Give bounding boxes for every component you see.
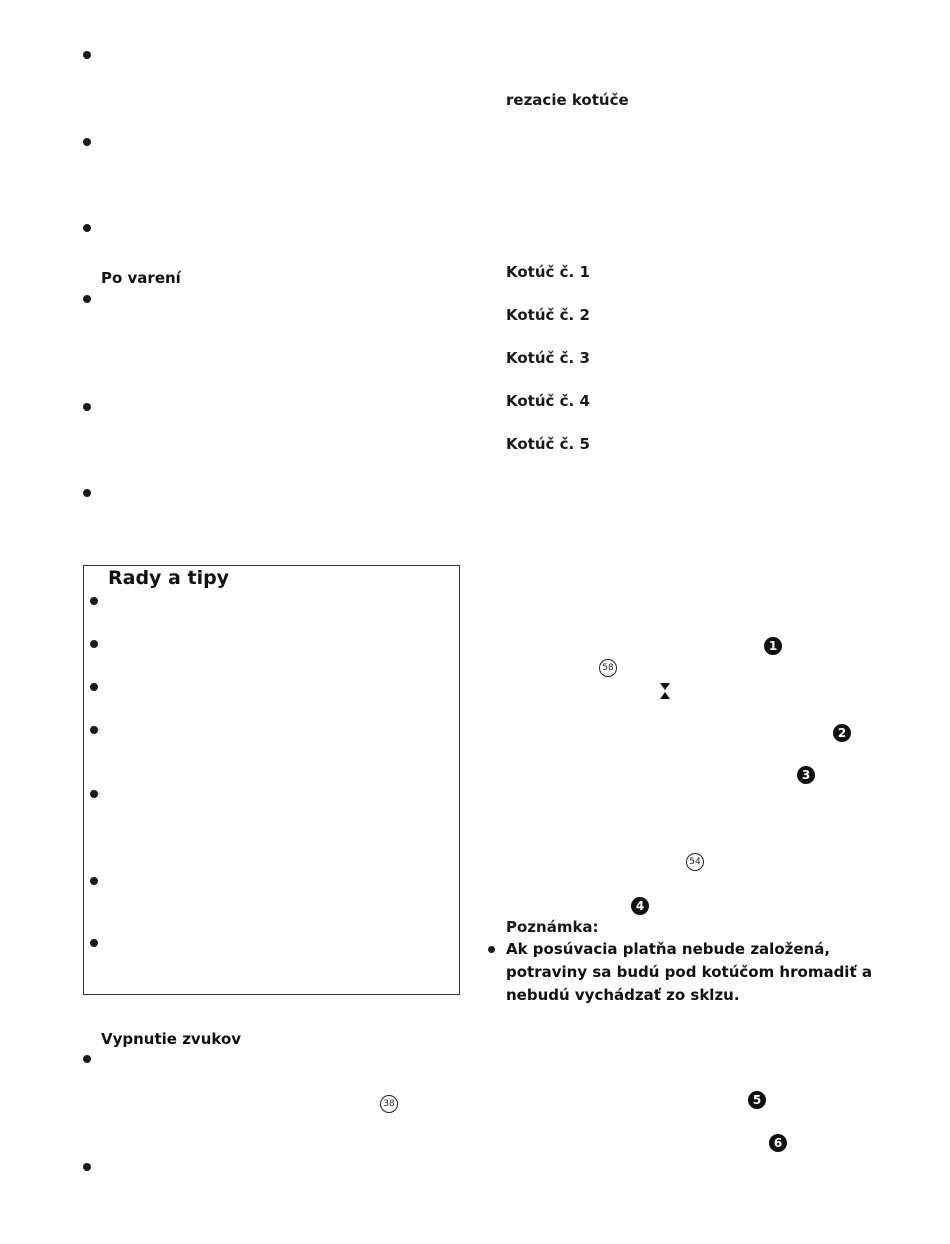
step-number-3: 3 <box>797 766 815 784</box>
note-text: Ak posúvacia platňa nebude založená, potraviny sa budú pod kotúčom hromadiť a nebudú vychádzať zo sklzu. <box>506 940 872 1004</box>
step-number-4: 4 <box>631 897 649 915</box>
disk-label-5: Kotúč č. 5 <box>506 435 590 453</box>
step-number-5: 5 <box>748 1091 766 1109</box>
note-title: Poznámka: <box>506 918 599 936</box>
bullet <box>83 51 91 59</box>
step-number-2: 2 <box>833 724 851 742</box>
bullet <box>83 489 91 497</box>
section-heading-po-vareni: Po varení <box>101 269 181 287</box>
disk-label-2: Kotúč č. 2 <box>506 306 590 324</box>
bullet <box>83 138 91 146</box>
tip-bullet <box>90 939 98 947</box>
bullet <box>83 1163 91 1171</box>
step-number-1: 1 <box>764 637 782 655</box>
reference-number-38: 38 <box>380 1095 398 1113</box>
tip-bullet <box>90 790 98 798</box>
tips-box-title: Rady a tipy <box>108 567 230 589</box>
disk-label-1: Kotúč č. 1 <box>506 263 590 281</box>
tip-bullet <box>90 683 98 691</box>
reference-number-58: 58 <box>599 659 617 677</box>
disk-label-3: Kotúč č. 3 <box>506 349 590 367</box>
note-bullet <box>488 946 495 953</box>
tip-bullet <box>90 640 98 648</box>
bullet <box>83 224 91 232</box>
hourglass-icon <box>660 683 670 699</box>
tip-bullet <box>90 726 98 734</box>
tip-bullet <box>90 597 98 605</box>
reference-number-54: 54 <box>686 853 704 871</box>
bullet <box>83 1055 91 1063</box>
tip-bullet <box>90 877 98 885</box>
step-number-6: 6 <box>769 1134 787 1152</box>
disk-label-4: Kotúč č. 4 <box>506 392 590 410</box>
tips-box <box>83 565 460 995</box>
bullet <box>83 295 91 303</box>
heading-rezacie-kotuce: rezacie kotúče <box>506 91 629 109</box>
bullet <box>83 403 91 411</box>
section-heading-vypnutie-zvukov: Vypnutie zvukov <box>101 1030 242 1048</box>
